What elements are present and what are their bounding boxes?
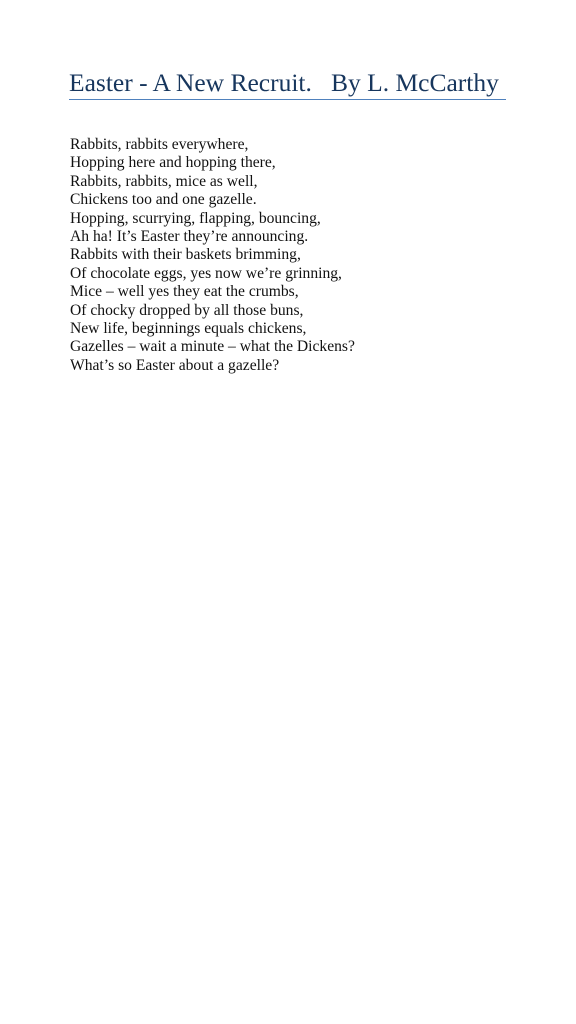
poem-line: What’s so Easter about a gazelle?: [70, 356, 280, 374]
title-block: [69, 68, 506, 100]
poem-line: New life, beginnings equals chickens,: [70, 320, 307, 338]
poem-line: Chickens too and one gazelle.: [70, 191, 257, 209]
poem-line: Rabbits with their baskets brimming,: [70, 246, 301, 264]
poem-line: Gazelles – wait a minute – what the Dickens?: [70, 338, 355, 356]
poem-line: Mice – well yes they eat the crumbs,: [70, 283, 299, 301]
poem-line: Ah ha! It’s Easter they’re announcing.: [70, 228, 309, 246]
poem-line: Hopping, scurrying, flapping, bouncing,: [70, 209, 321, 227]
poem-title: Easter - A New Recruit. By L. McCarthy: [69, 68, 499, 97]
poem-line: Hopping here and hopping there,: [70, 154, 276, 172]
poem-line: Of chocky dropped by all those buns,: [70, 301, 304, 319]
poem-line: Rabbits, rabbits, mice as well,: [70, 172, 258, 190]
poem-line: Rabbits, rabbits everywhere,: [70, 136, 249, 153]
poem-body: [70, 136, 355, 375]
poem-line: Of chocolate eggs, yes now we’re grinning,: [70, 264, 342, 282]
